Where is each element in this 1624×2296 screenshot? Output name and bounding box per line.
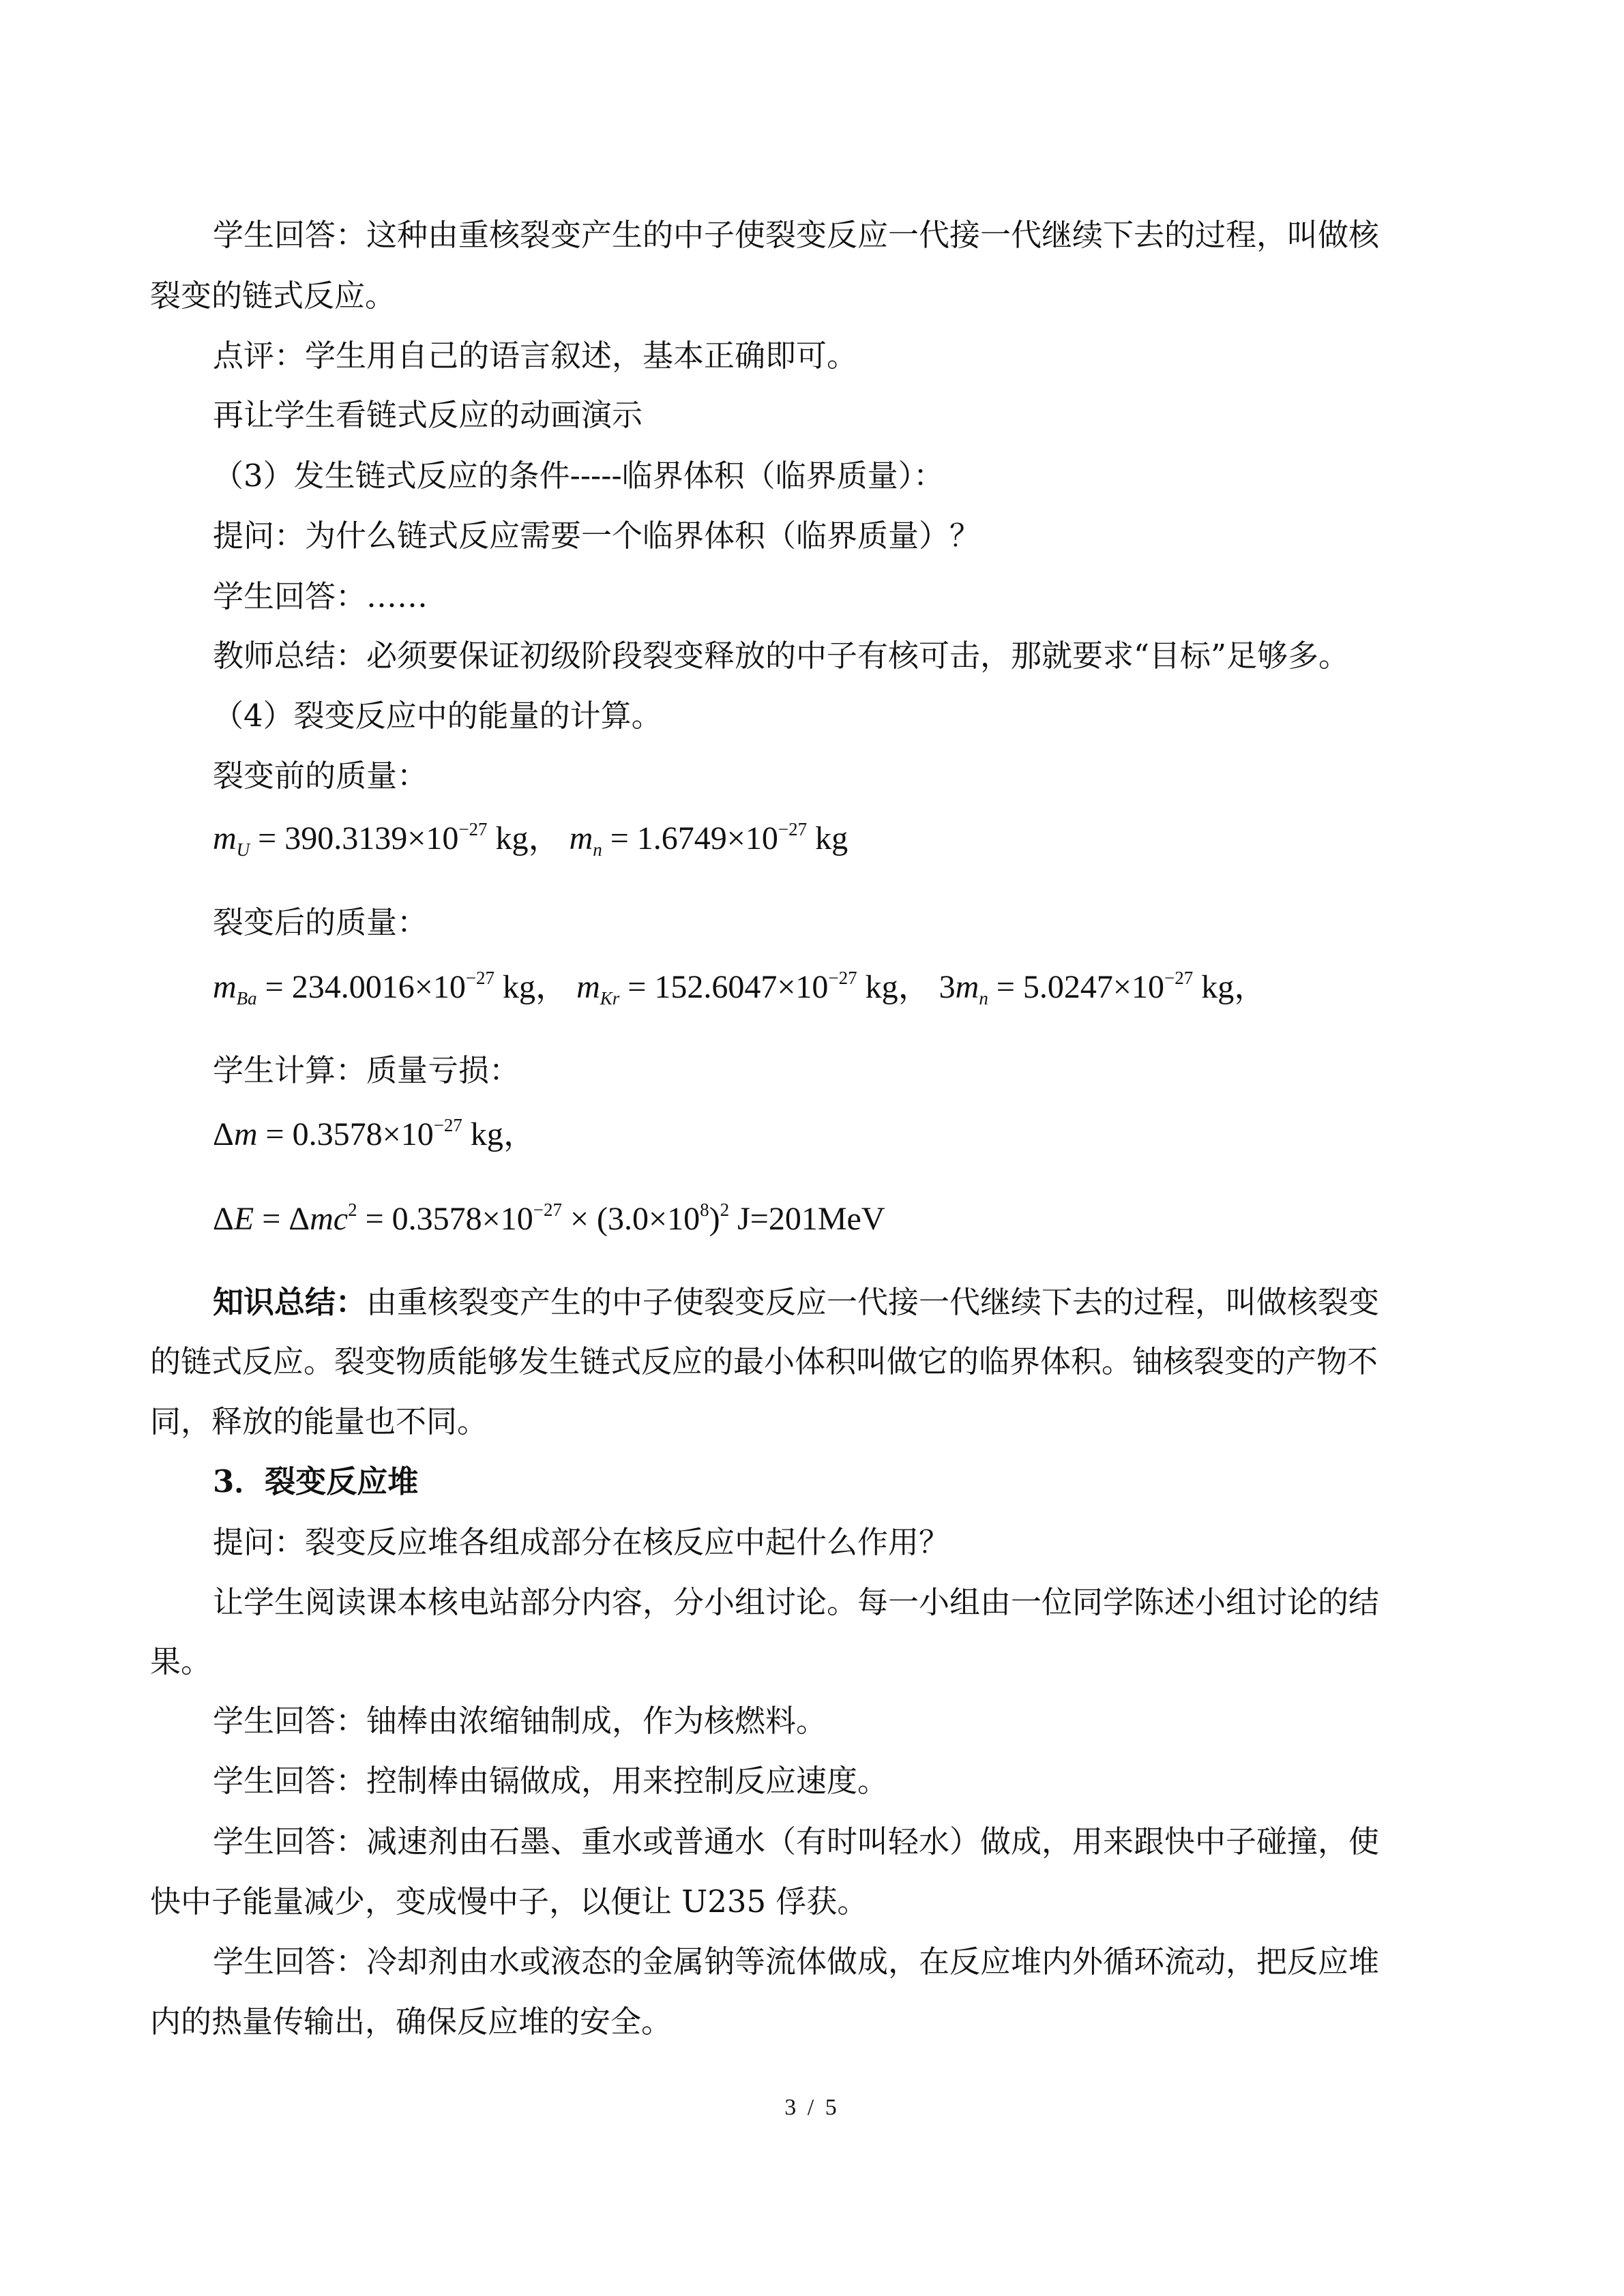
paragraph-teacher-summary: 教师总结：必须要保证初级阶段裂变释放的中子有核可击，那就要求“目标”足够多。 xyxy=(213,638,1350,674)
subheading-chain-condition: （3）发生链式反应的条件-----临界体积（临界质量）： xyxy=(213,458,945,494)
equation-mass-defect: $\Delta m = 0.3578\times 10^{-27}$ kg， xyxy=(213,1115,536,1152)
paragraph-mass-before: 裂变前的质量： xyxy=(213,758,428,794)
paragraph-answer-moderator: 学生回答：减速剂由石墨、重水或普通水（有时叫轻水）做成，用来跟快中子碰撞，使 xyxy=(213,1823,1380,1860)
paragraph-continuation: 的链式反应。裂变物质能够发生链式反应的最小体积叫做它的临界体积。铀核裂变的产物不 xyxy=(150,1343,1378,1380)
paragraph-mass-defect: 学生计算：质量亏损： xyxy=(213,1052,520,1088)
paragraph-question-critical: 提问：为什么链式反应需要一个临界体积（临界质量）？ xyxy=(213,518,981,554)
paragraph-continuation: 快中子能量减少，变成慢中子，以便让 U235 俘获。 xyxy=(150,1883,868,1920)
paragraph-answer-control: 学生回答：控制棒由镉做成，用来控制反应速度。 xyxy=(213,1763,889,1799)
subheading-energy-calc: （4）裂变反应中的能量的计算。 xyxy=(213,698,662,734)
paragraph-continuation: 果。 xyxy=(150,1643,212,1680)
section-heading-reactor: 3．裂变反应堆 xyxy=(213,1463,419,1500)
paragraph-continuation: 同，释放的能量也不同。 xyxy=(150,1403,488,1440)
paragraph-continuation: 内的热量传输出，确保反应堆的安全。 xyxy=(150,2003,673,2040)
paragraph-knowledge-summary: 知识总结：由重核裂变产生的中子使裂变反应一代接一代继续下去的过程，叫做核裂变 xyxy=(213,1284,1380,1320)
paragraph-student-answer-chain: 学生回答：这种由重核裂变产生的中子使裂变反应一代接一代继续下去的过程，叫做核 xyxy=(213,217,1380,253)
page-number: 3 / 5 xyxy=(784,2095,840,2120)
equation-energy: $\Delta E = \Delta mc^2 = 0.3578\times 10^{-27} \times (3.0\times 10^8)^2$ J=201MeV xyxy=(213,1199,885,1237)
equation-mass-before: $m_U = 390.3139\times 10^{-27}$ kg， $m_n = 1.6749\times 10^{-27}$ kg xyxy=(213,819,848,860)
paragraph-student-answer: 学生回答：…… xyxy=(213,578,428,614)
paragraph-answer-coolant: 学生回答：冷却剂由水或液态的金属钠等流体做成，在反应堆内外循环流动，把反应堆 xyxy=(213,1943,1380,1980)
paragraph-question-reactor: 提问：裂变反应堆各组成部分在核反应中起什么作用？ xyxy=(213,1524,950,1560)
paragraph-mass-after: 裂变后的质量： xyxy=(213,904,428,940)
paragraph-answer-fuel: 学生回答：铀棒由浓缩铀制成，作为核燃料。 xyxy=(213,1703,827,1739)
paragraph-continuation: 裂变的链式反应。 xyxy=(150,278,396,314)
equation-mass-after: $m_{Ba} = 234.0016\times 10^{-27}$ kg， $m_{Kr} = 152.6047\times 10^{-27}$ kg， $3m_n = 5.0247\times 10^{-27}$ kg， xyxy=(213,968,1267,1009)
paragraph-animation: 再让学生看链式反应的动画演示 xyxy=(213,397,643,433)
summary-label: 知识总结： xyxy=(213,1284,367,1320)
paragraph-group-reading: 让学生阅读课本核电站部分内容，分小组讨论。每一小组由一位同学陈述小组讨论的结 xyxy=(213,1584,1380,1620)
paragraph-comment: 点评：学生用自己的语言叙述，基本正确即可。 xyxy=(213,338,858,374)
